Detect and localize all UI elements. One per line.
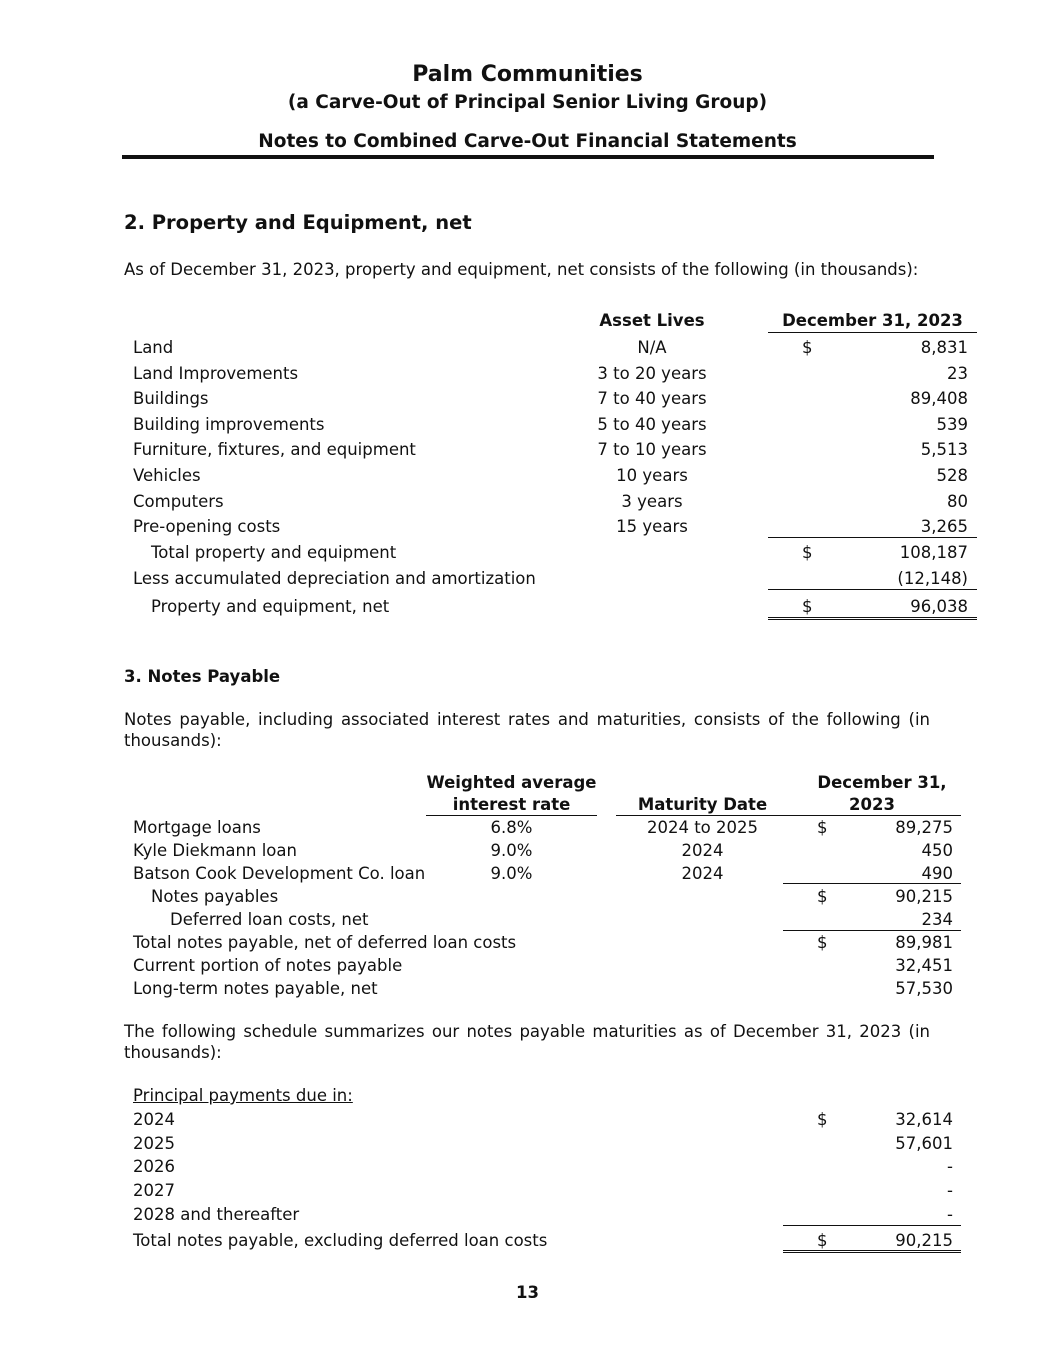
note-row-rate: 9.0% [490, 841, 533, 860]
schedule-total-dollar: $ [817, 1231, 828, 1250]
schedule-row-value: 32,614 [895, 1110, 953, 1129]
schedule-double-rule [783, 1250, 961, 1253]
schedule-row-label: 2027 [133, 1181, 175, 1200]
total-property-dollar: $ [802, 543, 813, 562]
net-property-double-rule [768, 617, 977, 620]
notes-subtotal-label: Notes payables [151, 887, 279, 906]
notes-total-value: 89,981 [895, 933, 953, 952]
notes-subtotal-value: 90,215 [895, 887, 953, 906]
note-row-label: Mortgage loans [133, 818, 261, 837]
accum-depr-label: Less accumulated depreciation and amortization [133, 569, 536, 588]
rate-header-line2: interest rate [426, 795, 597, 816]
note-row-maturity: 2024 [681, 864, 724, 883]
property-row-label: Computers [133, 492, 224, 511]
property-row-label: Buildings [133, 389, 209, 408]
note-row-dollar: $ [817, 818, 828, 837]
december-header: December 31, 2023 [768, 311, 977, 333]
notes-total-label: Total notes payable, net of deferred loan costs [133, 933, 517, 952]
notes-date-header-line1: December 31, [817, 773, 947, 792]
total-property-label: Total property and equipment [151, 543, 397, 562]
total-property-rule [768, 537, 977, 538]
note-row-rate: 9.0% [490, 864, 533, 883]
current-portion-label: Current portion of notes payable [133, 956, 403, 975]
notes-subtotal-dollar: $ [817, 887, 828, 906]
notes-date-header-line2: 2023 [783, 795, 961, 816]
property-row-life: 3 years [621, 492, 683, 511]
notes-heading: 3. Notes Payable [124, 667, 281, 686]
note-row-label: Batson Cook Development Co. loan [133, 864, 426, 883]
schedule-intro: The following schedule summarizes our notes payable maturities as of December 31, 2023 (in thousands): [124, 1022, 930, 1062]
asset-lives-header: Asset Lives [599, 311, 705, 330]
schedule-caption: Principal payments due in: [133, 1086, 353, 1105]
property-row-label: Vehicles [133, 466, 201, 485]
rate-header-line1: Weighted average [426, 773, 597, 792]
property-row-value: 8,831 [920, 338, 968, 357]
property-row-life: 10 years [616, 466, 688, 485]
property-row-life: N/A [637, 338, 667, 357]
note-row-value: 450 [921, 841, 953, 860]
schedule-row-value: 57,601 [895, 1134, 953, 1153]
property-row-label: Building improvements [133, 415, 325, 434]
current-portion-value: 32,451 [895, 956, 953, 975]
net-property-dollar: $ [802, 597, 813, 616]
property-row-life: 7 to 10 years [597, 440, 707, 459]
deferred-costs-value: 234 [921, 910, 953, 929]
property-row-value: 3,265 [920, 517, 968, 536]
longterm-value: 57,530 [895, 979, 953, 998]
property-row-value: 539 [936, 415, 968, 434]
schedule-row-dollar: $ [817, 1110, 828, 1129]
net-property-label: Property and equipment, net [151, 597, 390, 616]
section-title: Notes to Combined Carve-Out Financial Statements [258, 131, 797, 152]
deferred-costs-label: Deferred loan costs, net [170, 910, 369, 929]
property-row-value: 23 [947, 364, 968, 383]
property-row-life: 7 to 40 years [597, 389, 707, 408]
net-property-rule [768, 589, 977, 590]
property-row-label: Land [133, 338, 174, 357]
company-name: Palm Communities [412, 62, 643, 87]
schedule-row-label: 2028 and thereafter [133, 1205, 300, 1224]
schedule-row-value: - [947, 1205, 953, 1224]
notes-subtotal-rule [783, 883, 961, 884]
schedule-row-label: 2025 [133, 1134, 175, 1153]
page-number: 13 [516, 1283, 539, 1302]
company-subtitle: (a Carve-Out of Principal Senior Living Group) [287, 92, 768, 113]
note-row-label: Kyle Diekmann loan [133, 841, 297, 860]
property-row-label: Furniture, fixtures, and equipment [133, 440, 416, 459]
property-intro: As of December 31, 2023, property and equipment, net consists of the following (in thousands): [124, 260, 919, 279]
property-row-life: 5 to 40 years [597, 415, 707, 434]
property-row-label: Land Improvements [133, 364, 299, 383]
note-row-value: 490 [921, 864, 953, 883]
property-row-value: 89,408 [910, 389, 968, 408]
notes-total-dollar: $ [817, 933, 828, 952]
schedule-row-label: 2024 [133, 1110, 175, 1129]
note-row-value: 89,275 [895, 818, 953, 837]
property-heading: 2. Property and Equipment, net [124, 211, 472, 234]
property-row-life: 3 to 20 years [597, 364, 707, 383]
property-row-life: 15 years [616, 517, 688, 536]
property-row-value: 5,513 [920, 440, 968, 459]
note-row-maturity: 2024 [681, 841, 724, 860]
net-property-value: 96,038 [910, 597, 968, 616]
header-rule [122, 155, 934, 159]
longterm-label: Long-term notes payable, net [133, 979, 378, 998]
schedule-total-label: Total notes payable, excluding deferred loan costs [133, 1231, 548, 1250]
note-row-maturity: 2024 to 2025 [646, 818, 759, 837]
maturity-header: Maturity Date [616, 795, 789, 816]
property-row-value: 80 [947, 492, 968, 511]
property-row-value: 528 [936, 466, 968, 485]
schedule-row-value: - [947, 1181, 953, 1200]
schedule-row-value: - [947, 1157, 953, 1176]
property-row-label: Pre-opening costs [133, 517, 281, 536]
notes-intro: Notes payable, including associated interest rates and maturities, consists of the following (in thousands): [124, 710, 930, 750]
schedule-total-rule [783, 1225, 961, 1226]
property-row-dollar: $ [802, 338, 813, 357]
schedule-row-label: 2026 [133, 1157, 175, 1176]
total-property-value: 108,187 [899, 543, 968, 562]
notes-total-rule [783, 930, 961, 931]
schedule-total-value: 90,215 [895, 1231, 953, 1250]
accum-depr-value: (12,148) [897, 569, 968, 588]
note-row-rate: 6.8% [490, 818, 533, 837]
